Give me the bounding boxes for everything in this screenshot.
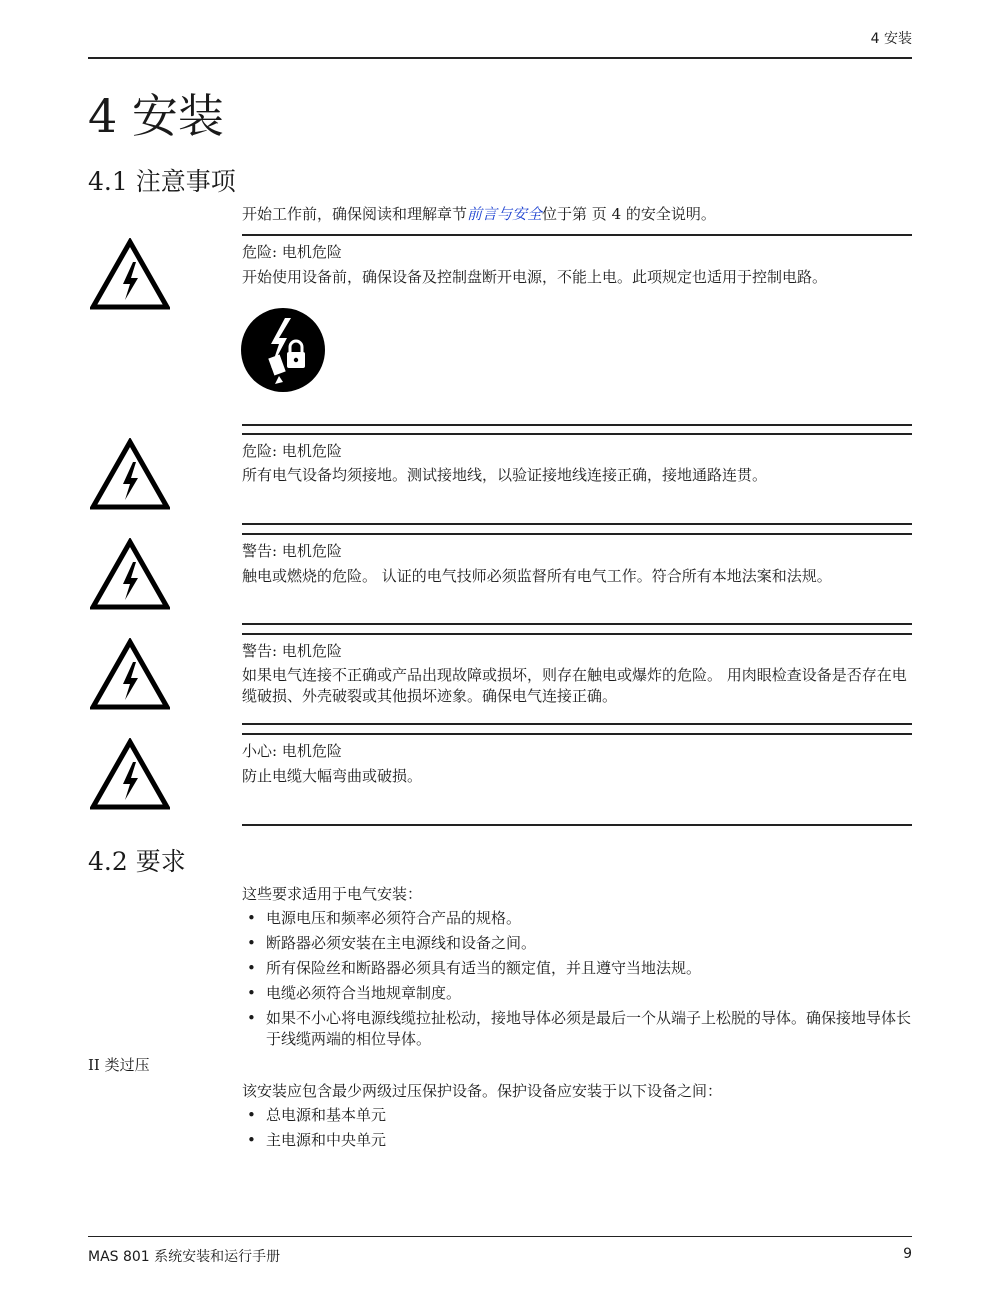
hazard-title: 警告: 电机危险	[242, 542, 342, 560]
hazard-body: 如果电气连接不正确或产品出现故障或损坏，则存在触电或爆炸的危险。 用肉眼检查设备是否存在电缆破损、外壳破裂或其他损坏迹象。确保电气连接正确。	[242, 666, 907, 705]
section-title-precautions: 4.1 注意事项	[88, 167, 236, 196]
hazard-bottom-rule	[242, 824, 912, 826]
list-item: • 主电源和中央单元	[242, 1130, 912, 1151]
hazard-body: 开始使用设备前，确保设备及控制盘断开电源，不能上电。此项规定也适用于控制电路。	[242, 268, 828, 286]
electrical-hazard-warning-icon	[90, 238, 170, 310]
list-item: • 总电源和基本单元	[242, 1105, 912, 1126]
lockout-tagout-icon	[241, 308, 325, 392]
chapter-title: 4 安装	[88, 89, 224, 143]
hazard-top-rule	[242, 633, 912, 635]
requirements-intro: 这些要求适用于电气安装：	[242, 885, 423, 903]
hazard-top-rule	[242, 533, 912, 535]
precautions-intro	[242, 203, 716, 225]
electrical-hazard-warning-icon	[90, 538, 170, 610]
overvoltage-side-label: II 类过压	[88, 1056, 150, 1074]
electrical-hazard-warning-icon	[90, 738, 170, 810]
requirements-list	[242, 908, 912, 1054]
hazard-title: 危险: 电机危险	[242, 442, 342, 460]
hazard-top-rule	[242, 733, 912, 735]
footer-divider	[88, 1236, 912, 1237]
hazard-bottom-rule	[242, 523, 912, 525]
hazard-body: 防止电缆大幅弯曲或破损。	[242, 767, 423, 785]
hazard-bottom-rule	[242, 723, 912, 725]
overvoltage-intro: 该安装应包含最少两级过压保护设备。保护设备应安装于以下设备之间：	[242, 1082, 723, 1100]
hazard-title: 危险: 电机危险	[242, 243, 342, 261]
list-item: • 电源电压和频率必须符合产品的规格。	[242, 908, 912, 929]
hazard-body: 所有电气设备均须接地。测试接地线，以验证接地线连接正确，接地通路连贯。	[242, 466, 768, 484]
list-item: • 电缆必须符合当地规章制度。	[242, 983, 912, 1004]
hazard-title: 小心: 电机危险	[242, 742, 342, 760]
hazard-top-rule	[242, 433, 912, 435]
hazard-bottom-rule	[242, 424, 912, 426]
hazard-title: 警告: 电机危险	[242, 642, 342, 660]
header-divider	[88, 57, 912, 59]
electrical-hazard-warning-icon	[90, 438, 170, 510]
running-header: 4 安装	[870, 31, 912, 47]
section-title-requirements: 4.2 要求	[88, 847, 186, 876]
safety-chapter-link[interactable]: 前言与安全	[467, 205, 543, 223]
list-item: • 如果不小心将电源线缆拉扯松动，接地导体必须是最后一个从端子上松脱的导体。确保接地导体长于线缆两端的相位导体。	[242, 1008, 912, 1050]
overvoltage-list	[242, 1105, 912, 1155]
hazard-body: 触电或燃烧的危险。 认证的电气技师必须监督所有电气工作。符合所有本地法案和法规。	[242, 567, 832, 585]
hazard-top-rule	[242, 234, 912, 236]
hazard-bottom-rule	[242, 623, 912, 625]
intro-text-after: 位于第 页 4 的安全说明。	[542, 205, 716, 223]
footer-manual-title: MAS 801 系统安装和运行手册	[88, 1249, 281, 1265]
list-item: • 断路器必须安装在主电源线和设备之间。	[242, 933, 912, 954]
list-item: • 所有保险丝和断路器必须具有适当的额定值，并且遵守当地法规。	[242, 958, 912, 979]
electrical-hazard-warning-icon	[90, 638, 170, 710]
intro-text-before: 开始工作前，确保阅读和理解章节	[242, 205, 468, 223]
page-number: 9	[903, 1246, 912, 1262]
